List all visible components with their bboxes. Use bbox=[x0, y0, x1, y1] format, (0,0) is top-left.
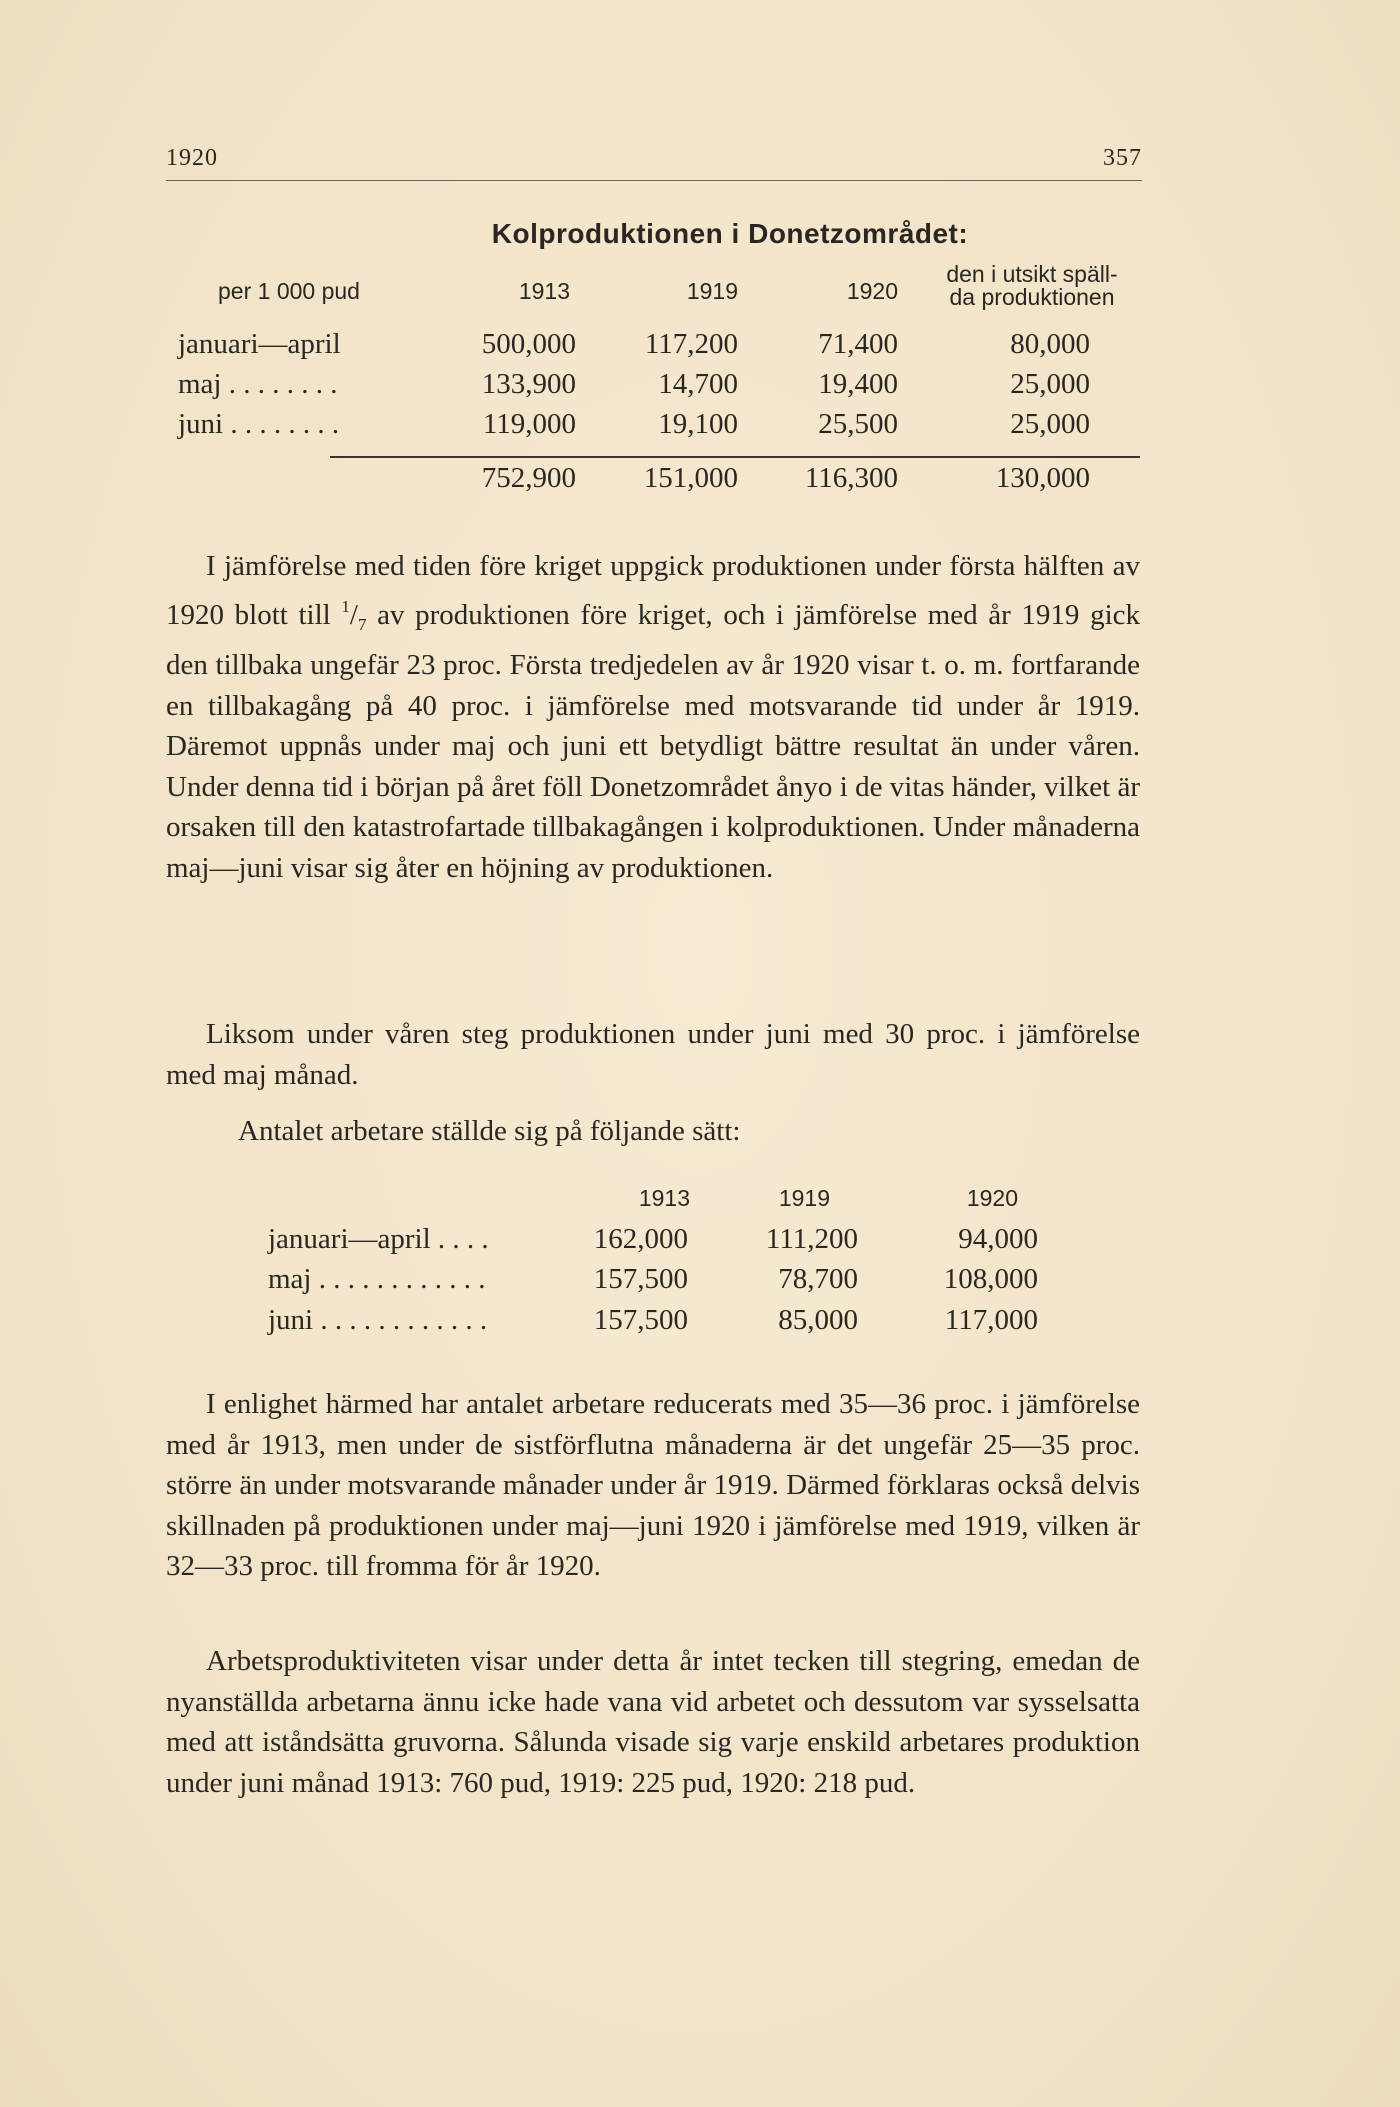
table-cell: 85,000 bbox=[778, 1304, 858, 1336]
column-header-year: 1913 bbox=[518, 278, 570, 304]
table-cell: 117,000 bbox=[944, 1304, 1038, 1336]
row-label: maj . . . . . . . . bbox=[178, 368, 338, 400]
table-cell: 117,200 bbox=[644, 328, 738, 360]
table-cell: 14,700 bbox=[658, 368, 738, 400]
table-cell: 78,700 bbox=[778, 1263, 858, 1295]
paragraph bbox=[166, 546, 1140, 888]
table-cell: 500,000 bbox=[481, 328, 576, 360]
column-header-year: 1919 bbox=[686, 278, 738, 304]
table-cell: 25,000 bbox=[1010, 368, 1090, 400]
paragraph-text: I jämförelse med tiden före kriget uppgick produktionen under första hälften av 1920 blott till bbox=[166, 550, 1140, 631]
table-cell: 19,400 bbox=[818, 368, 898, 400]
total-rule bbox=[330, 456, 1140, 458]
column-header-planned bbox=[918, 263, 1146, 309]
total-cell: 752,900 bbox=[481, 462, 576, 494]
table-cell: 157,500 bbox=[593, 1304, 688, 1336]
row-label: januari—april . . . . bbox=[268, 1223, 489, 1255]
row-label: juni . . . . . . . . . . . . bbox=[268, 1304, 488, 1336]
table-cell: 25,500 bbox=[818, 408, 898, 440]
table-cell: 25,000 bbox=[1010, 408, 1090, 440]
table-cell: 111,200 bbox=[765, 1223, 858, 1255]
column-header-year: 1920 bbox=[846, 278, 898, 304]
total-cell: 151,000 bbox=[643, 462, 738, 494]
paragraph: Antalet arbetare ställde sig på följande sätt: bbox=[238, 1115, 741, 1147]
row-label: maj . . . . . . . . . . . . bbox=[268, 1263, 486, 1295]
table-cell: 119,000 bbox=[482, 408, 576, 440]
column-header-year: 1913 bbox=[638, 1185, 690, 1211]
total-cell: 116,300 bbox=[804, 462, 898, 494]
page-number: 357 bbox=[1103, 145, 1142, 171]
production-table bbox=[0, 0, 1400, 500]
row-label: juni . . . . . . . . bbox=[178, 408, 340, 440]
column-header-unit: per 1 000 pud bbox=[218, 278, 360, 304]
fraction-numerator: 1 bbox=[341, 596, 350, 616]
paragraph: Arbetsproduktiviteten visar under detta år intet tecken till stegring, emedan de nyanställda arbetarna ännu icke hade vana vid arbetet och dessutom var sysselsatta med att iståndsätta gruvorna. Sålunda visade sig varje enskild arbetares produktion under juni månad 1913: 760 pud, 1919: 225 pud, 1920: 218 pud. bbox=[166, 1645, 1140, 1799]
table-cell: 80,000 bbox=[1010, 328, 1090, 360]
table-cell: 133,900 bbox=[481, 368, 576, 400]
fraction-slash: / bbox=[349, 598, 358, 631]
column-header-planned-line: den i utsikt späll- bbox=[946, 261, 1118, 287]
table-title-text: Kolproduktionen i Donetzområdet: bbox=[491, 218, 969, 249]
table-cell: 94,000 bbox=[958, 1223, 1038, 1255]
table-cell: 162,000 bbox=[593, 1223, 688, 1255]
paragraph-text: av produktionen före kriget, och i jämförelse med år 1919 gick den tillbaka ungefär 23 proc. Första tredjedelen av år 1920 visar t. o. m. fortfarande en tillbakagång på 40 proc. i jämförelse med motsvarande tid under år 1919. Däremot uppnås under maj och juni ett betydligt bättre resultat än under våren. Under denna tid i början på året föll Donetzområdet ånyo i de vitas händer, vilket är orsaken till den katastrofartade tillbakagången i kolproduktionen. Under månaderna maj—juni visar sig åter en höjning av produktionen. bbox=[166, 598, 1141, 884]
paragraph: I enlighet härmed har antalet arbetare reducerats med 35—36 proc. i jämförelse med år 1913, men under de sistförflutna månaderna är det ungefär 25—35 proc. större än under motsvarande månader under år 1919. Därmed förklaras också delvis skillnaden på produktionen under maj—juni 1920 i jämförelse med 1919, vilken är 32—33 proc. till fromma för år 1920. bbox=[166, 1388, 1140, 1582]
table-cell: 19,100 bbox=[658, 408, 738, 440]
paragraph: Liksom under våren steg produktionen under juni med 30 proc. i jämförelse med maj månad. bbox=[166, 1018, 1140, 1091]
total-cell: 130,000 bbox=[995, 462, 1090, 494]
fraction-denominator: 7 bbox=[357, 614, 367, 634]
table-cell: 71,400 bbox=[818, 328, 898, 360]
header-year: 1920 bbox=[166, 145, 218, 171]
column-header-planned-line: da produktionen bbox=[949, 284, 1115, 310]
column-header-year: 1920 bbox=[966, 1185, 1018, 1211]
table-cell: 108,000 bbox=[943, 1263, 1038, 1295]
row-label: januari—april bbox=[178, 328, 341, 360]
column-header-year: 1919 bbox=[778, 1185, 830, 1211]
table-cell: 157,500 bbox=[593, 1263, 688, 1295]
